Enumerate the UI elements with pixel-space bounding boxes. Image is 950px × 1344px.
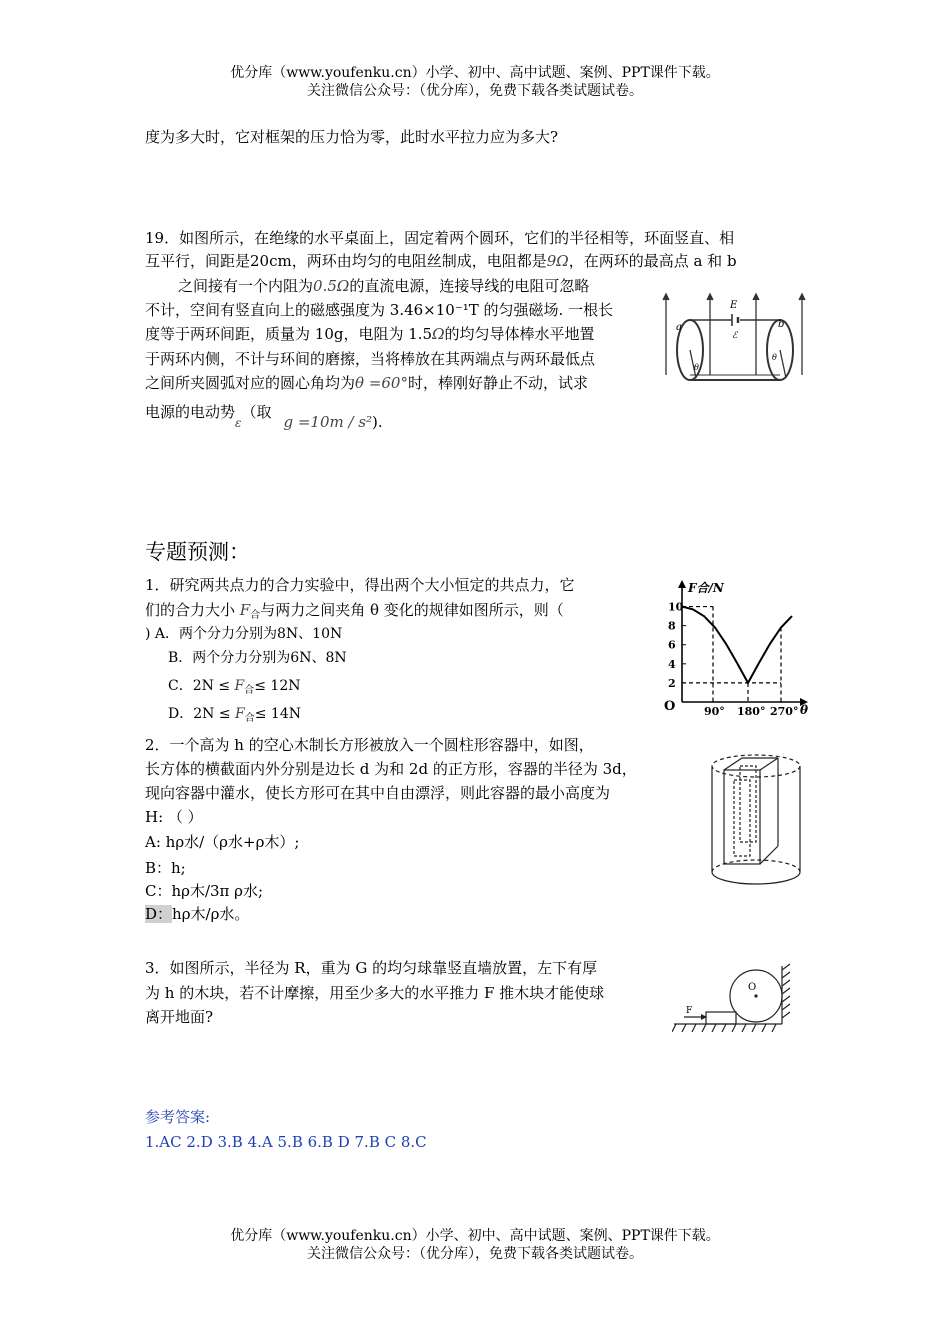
p1-text: 们的合力大小 (145, 601, 236, 619)
header-line-2: 关注微信公众号：（优分库），免费下载各类试题试卷。 (307, 83, 643, 99)
p2-option-a: A: hρ水/（ρ水+ρ木）; (145, 833, 300, 851)
p1-option-b: B．两个分力分别为6N、8N (168, 650, 347, 666)
footer-line-2: 关注微信公众号：（优分库），免费下载各类试题试卷。 (307, 1246, 643, 1262)
p1-math-F: F (235, 706, 245, 722)
q19-text: 时，棒刚好静止不动，试求 (407, 374, 588, 392)
x-axis-label: θ (800, 703, 809, 717)
label-a: a (676, 322, 682, 333)
cylinder-container-figure (708, 752, 804, 890)
y-tick-label-2: 2 (668, 676, 676, 690)
p1-line-1: 1．研究两共点力的合力实验中，得出两个大小恒定的共点力，它 (145, 576, 575, 594)
p2-line-4: H: （ ） (145, 808, 203, 826)
q19-line-4: 不计，空间有竖直向上的磁感强度为 3.46×10⁻¹T 的匀强磁场. 一根长 (145, 301, 614, 319)
two-rings-figure (660, 290, 812, 390)
q19-line-6: 于两环内侧，不计与环间的磨擦，当将棒放在其两端点与两环最低点 (145, 350, 596, 368)
q19-line-1: 19．如图所示，在绝缘的水平桌面上，固定着两个圆环，它们的半径相等，环面竖直、相 (145, 229, 735, 247)
label-theta-right: θ (772, 353, 777, 362)
p2-text: hρ木/ρ水。 (172, 905, 250, 923)
y-tick-label-10: 10 (668, 600, 684, 614)
p2-line-3: 现向容器中灌水，使长方形可在其中自由漂浮，则此容器的最小高度为 (145, 784, 611, 802)
q19-text: 之间接有一个内阻为 (178, 277, 314, 295)
footer-line-1: 优分库（www.youfenku.cn）小学、初中、高中试题、案例、PPT课件下载。 (230, 1228, 720, 1244)
x-tick-label-180: 180° (737, 705, 766, 717)
y-axis-arrow (678, 580, 686, 588)
q19-text: 电源的电动势 (145, 403, 236, 421)
p2-option-d (145, 902, 249, 926)
q19-text: 的均匀导体棒水平地置 (444, 325, 595, 343)
origin-label: O (664, 699, 676, 714)
y-axis-label: F合/N (688, 581, 724, 595)
q19-line-3 (178, 274, 589, 298)
series-line (682, 607, 792, 683)
y-tick-label-8: 8 (668, 619, 676, 633)
p2-option-d-highlight: D： (145, 905, 173, 923)
q19-text: 互平行，间距是20cm，两环由均匀的电阻丝制成，电阻都是 (145, 252, 547, 270)
p2-option-b: B：h; (145, 859, 186, 877)
q19-line-5 (145, 322, 595, 346)
header-line-1: 优分库（www.youfenku.cn）小学、初中、高中试题、案例、PPT课件下载。 (230, 65, 720, 81)
q19-math-emf: ε (235, 416, 242, 430)
answers-list: 1.AC 2.D 3.B 4.A 5.B 6.B D 7.B C 8.C (145, 1133, 427, 1151)
p3-line-3: 离开地面? (145, 1008, 214, 1026)
label-F: F (686, 1006, 693, 1016)
continuation-text: 度为多大时，它对框架的压力恰为零，此时水平拉力应为多大? (145, 128, 559, 146)
label-b: b (778, 319, 785, 330)
x-tick-label-270: 270° (770, 705, 799, 717)
p3-line-2: 为 h 的木块，若不计摩擦，用至少多大的水平推力 F 推木块才能使球 (145, 984, 605, 1002)
q19-text: 的直流电源，连接导线的电阻可忽略 (349, 277, 590, 295)
q19-math-g: g =10m / s² (283, 413, 373, 431)
q19-text: （取 (241, 403, 272, 421)
q19-text: ，在两环的最高点 a 和 b (568, 252, 737, 270)
p1-text: ≤ 14N (254, 706, 301, 722)
x-tick-label-90: 90° (704, 705, 725, 717)
p2-line-2: 长方体的横截面内外分别是边长 d 为和 2d 的正方形，容器的半径为 3d， (145, 760, 637, 778)
p1-math-F: F (239, 601, 251, 619)
p1-text: D．2N ≤ (168, 706, 231, 722)
section-title: 专题预测： (145, 540, 250, 564)
label-O: O (748, 982, 757, 993)
label-E: E (730, 300, 738, 311)
resultant-force-chart (662, 572, 812, 717)
q19-line-7 (145, 371, 588, 395)
p2-line-1: 2．一个高为 h 的空心木制长方形被放入一个圆柱形容器中，如图， (145, 736, 594, 754)
label-emf: ℰ (732, 331, 738, 341)
q19-line-8 (145, 400, 383, 435)
q19-math-9ohm: 9Ω (546, 252, 569, 270)
p1-sub: 合 (244, 713, 255, 724)
label-theta-left: θ (694, 363, 699, 372)
y-tick-label-6: 6 (668, 638, 676, 652)
answers-title: 参考答案: (145, 1108, 211, 1126)
p2-option-c: C：hρ木/3π ρ水; (145, 882, 264, 900)
p1-sub: 合 (250, 610, 261, 621)
p1-text: 与两力之间夹角 θ 变化的规律如图所示，则（ (260, 601, 564, 619)
p1-math-F: F (234, 678, 245, 694)
q19-text: 度等于两环间距，质量为 10g，电阻为 1.5 (145, 325, 433, 343)
y-tick-label-4: 4 (668, 657, 676, 671)
q19-line-2 (145, 249, 737, 273)
q19-math-ohm: Ω (432, 325, 445, 343)
p1-sub: 合 (244, 685, 255, 696)
p1-text: C．2N ≤ (168, 678, 231, 694)
p1-text: ≤ 12N (254, 678, 301, 694)
q19-text: 之间所夹圆弧对应的圆心角均为 (145, 374, 356, 392)
p3-line-1: 3．如图所示，半径为 R，重为 G 的均匀球靠竖直墙放置，左下有厚 (145, 959, 598, 977)
q19-math-05ohm: 0.5Ω (313, 277, 350, 295)
q19-math-theta: θ =60° (355, 374, 408, 392)
p1-option-c (168, 674, 300, 703)
q19-text: ). (372, 413, 383, 431)
p1-option-d (168, 702, 301, 731)
p1-line-3: ) A．两个分力分别为8N、10N (145, 626, 343, 642)
ball-wall-figure (672, 962, 800, 1034)
